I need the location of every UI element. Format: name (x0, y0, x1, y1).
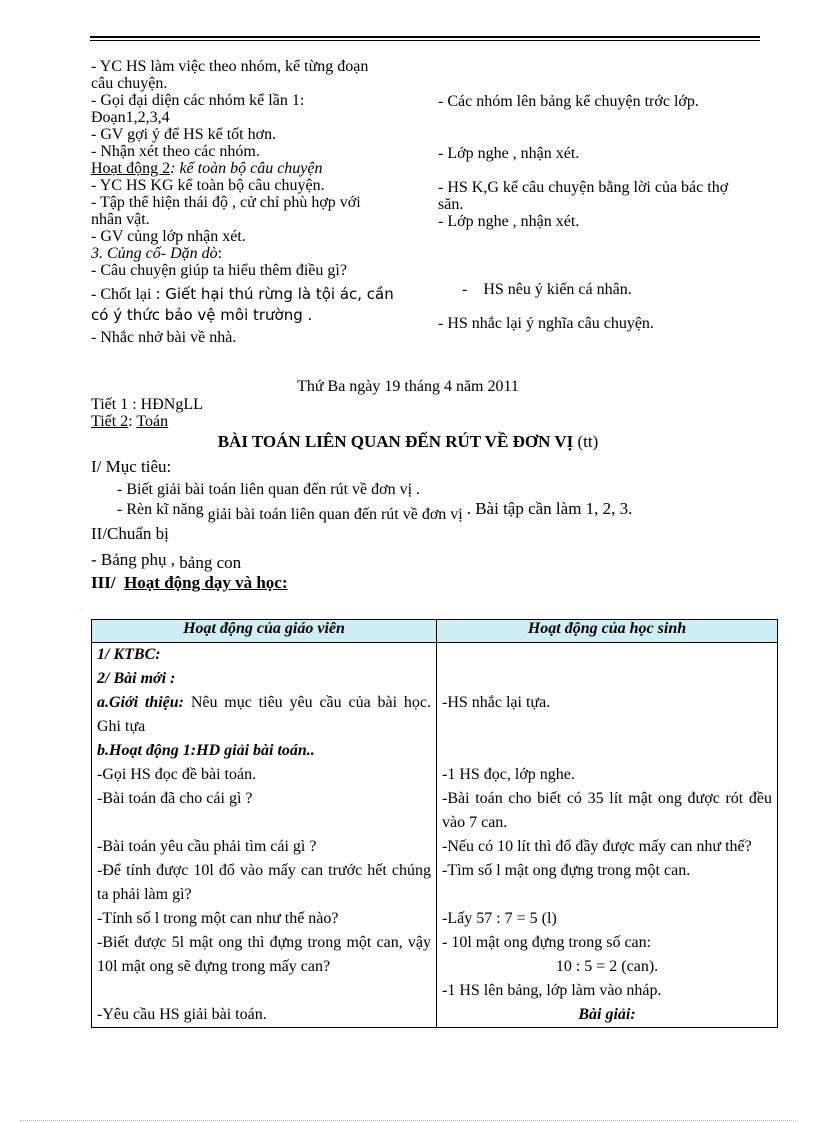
prep-b: bảng con (179, 553, 242, 572)
student-cell: -Bài toán cho biết có 35 lít mật ong được rót đều vào 7 can. (437, 787, 778, 835)
period-2-sep: : (128, 413, 137, 430)
date-line: Thứ Ba ngày 19 tháng 4 năm 2011 (297, 378, 519, 395)
top-left-line-7: - YC HS KG kể toàn bộ câu chuyện. (91, 177, 325, 194)
activity2-heading (91, 160, 323, 177)
table-row (92, 931, 778, 1003)
intro-text: Nêu mục tiêu yêu cầu của bài học. Ghi tựa (97, 694, 431, 735)
activities-heading-num: III/ (91, 573, 116, 592)
student-cell: Bài giải: (437, 1003, 778, 1028)
objective-2a: - Rèn kĩ năng (117, 501, 204, 518)
teacher-cell: -Bài toán đã cho cái gì ? (92, 787, 437, 835)
student-line: -1 HS lên bảng, lớp làm vào nháp. (442, 982, 662, 999)
objective-2 (117, 499, 633, 523)
table-row (92, 691, 778, 739)
teacher-cell: -Bài toán yêu cầu phải tìm cái gì ? (92, 835, 437, 859)
lesson-title (0, 432, 816, 452)
table-row (92, 787, 778, 835)
conclusion-text: : Giết hại thú rừng là tội ác, cần (155, 285, 394, 303)
objective-2b: giải bài toán liên quan đến rút về đơn vị (207, 506, 463, 523)
table-row (92, 907, 778, 931)
intro-label: a.Giới thiệu: (97, 694, 184, 711)
top-left-line-4: Đoạn1,2,3,4 (91, 109, 170, 126)
top-left-line-10: - GV củng lớp nhận xét. (91, 228, 246, 245)
top-right-line-7: - HS nhắc lại ý nghĩa câu chuyện. (438, 315, 654, 332)
top-right-line-1: - Các nhóm lên bảng kể chuyện trớc lớp. (438, 93, 699, 110)
top-left-line-5: - GV gợi ý để HS kể tốt hơn. (91, 126, 277, 143)
student-cell: -HS nhắc lại tựa. (437, 691, 778, 739)
student-cell: -Nếu có 10 lít thì đổ đầy được mấy can như thế? (437, 835, 778, 859)
top-rule (90, 36, 760, 38)
bottom-rule (20, 1120, 796, 1121)
top-left-line-11: - Câu chuyện giúp ta hiểu thêm điều gì? (91, 262, 347, 279)
table-row (92, 739, 778, 763)
student-cell (437, 739, 778, 763)
top-right-line-2: - Lớp nghe , nhận xét. (438, 145, 580, 162)
teacher-cell: b.Hoạt động 1:HD giải bài toán.. (92, 739, 437, 763)
activity2-text: : kể toàn bộ câu chuyện (170, 160, 323, 177)
top-left-line-3: - Gọi đại diện các nhóm kể lần 1: (91, 92, 305, 109)
top-left-line-8: - Tập thể hiện thái độ , cử chỉ phù hợp với (91, 194, 361, 211)
top-right-line-3: - HS K,G kể câu chuyện bằng lời của bác thợ (438, 179, 729, 196)
student-cell: -Lấy 57 : 7 = 5 (l) (437, 907, 778, 931)
student-line: - 10l mật ong đựng trong số can: (442, 934, 652, 951)
activities-heading-text: Hoạt động dạy và học: (124, 573, 288, 592)
table-row (92, 667, 778, 691)
section3-heading (91, 245, 222, 262)
teacher-cell: -Gọi HS đọc đề bài toán. (92, 763, 437, 787)
teacher-cell: -Tính số l trong một can như thế nào? (92, 907, 437, 931)
top-right-line-5: - Lớp nghe , nhận xét. (438, 213, 580, 230)
table-row (92, 1003, 778, 1028)
section3-label: 3. Củng cố- Dặn dò (91, 245, 218, 262)
top-left-line-2: câu chuyện. (91, 75, 168, 92)
activities-heading (91, 574, 288, 591)
prep-heading: II/Chuẩn bị (91, 524, 169, 543)
objective-2c: . Bài tập cần làm 1, 2, 3. (466, 499, 633, 518)
top-left-line-6: - Nhận xét theo các nhóm. (91, 143, 260, 160)
student-cell: -1 HS đọc, lớp nghe. (437, 763, 778, 787)
teacher-cell: 2/ Bài mới : (92, 667, 437, 691)
lesson-title-main: BÀI TOÁN LIÊN QUAN ĐẾN RÚT VỀ ĐƠN VỊ (217, 432, 574, 451)
student-line: 10 : 5 = 2 (can). (555, 958, 659, 975)
top-left-line-12 (91, 286, 394, 303)
student-cell (437, 667, 778, 691)
activity-table (91, 619, 778, 1028)
period-2-label: Tiết 2 (91, 413, 129, 430)
activity2-label: Hoạt động 2 (91, 160, 171, 177)
period-1: Tiết 1 : HĐNgLL (91, 396, 203, 413)
teacher-cell: -Biết được 5l mật ong thì đựng trong một can, vậy 10l mật ong sẽ đựng trong mấy can? (92, 931, 437, 1003)
objectives-heading: I/ Mục tiêu: (91, 457, 172, 476)
table-row (92, 859, 778, 907)
student-cell: -Tìm số l mật ong đựng trong một can. (437, 859, 778, 907)
period-2-subject: Toán (136, 413, 169, 430)
table-row (92, 643, 778, 668)
header-student: Hoạt động của học sinh (437, 620, 778, 643)
teacher-cell: -Yêu cầu HS giải bài toán. (92, 1003, 437, 1028)
student-cell (437, 931, 778, 1003)
top-right-line-6: - HS nêu ý kiến cá nhân. (462, 281, 632, 298)
objective-1: - Biết giải bài toán liên quan đến rút về đơn vị . (117, 481, 421, 498)
teacher-cell: -Để tính được 10l đổ vào mấy can trước hết chúng ta phải làm gì? (92, 859, 437, 907)
teacher-cell: 1/ KTBC: (92, 643, 437, 668)
period-2 (91, 413, 168, 430)
student-cell (437, 643, 778, 668)
lesson-title-suffix: (tt) (573, 432, 599, 451)
section3-colon: : (217, 245, 223, 262)
prep-line (91, 550, 242, 572)
top-rule-thin (90, 40, 760, 41)
table-header-row (92, 620, 778, 643)
top-left-line-1: - YC HS làm việc theo nhóm, kể từng đoạn (91, 58, 369, 75)
top-left-line-13: có ý thức bảo vệ môi trường . (91, 306, 313, 324)
conclusion-label: - Chốt lại (91, 286, 152, 303)
teacher-cell (92, 691, 437, 739)
top-left-line-9: nhân vật. (91, 211, 150, 228)
table-row (92, 835, 778, 859)
header-teacher: Hoạt động của giáo viên (92, 620, 437, 643)
top-left-line-14: - Nhắc nhở bài về nhà. (91, 329, 237, 346)
table-row (92, 763, 778, 787)
prep-a: - Bảng phụ , (91, 550, 176, 569)
top-right-line-4: săn. (438, 196, 464, 213)
